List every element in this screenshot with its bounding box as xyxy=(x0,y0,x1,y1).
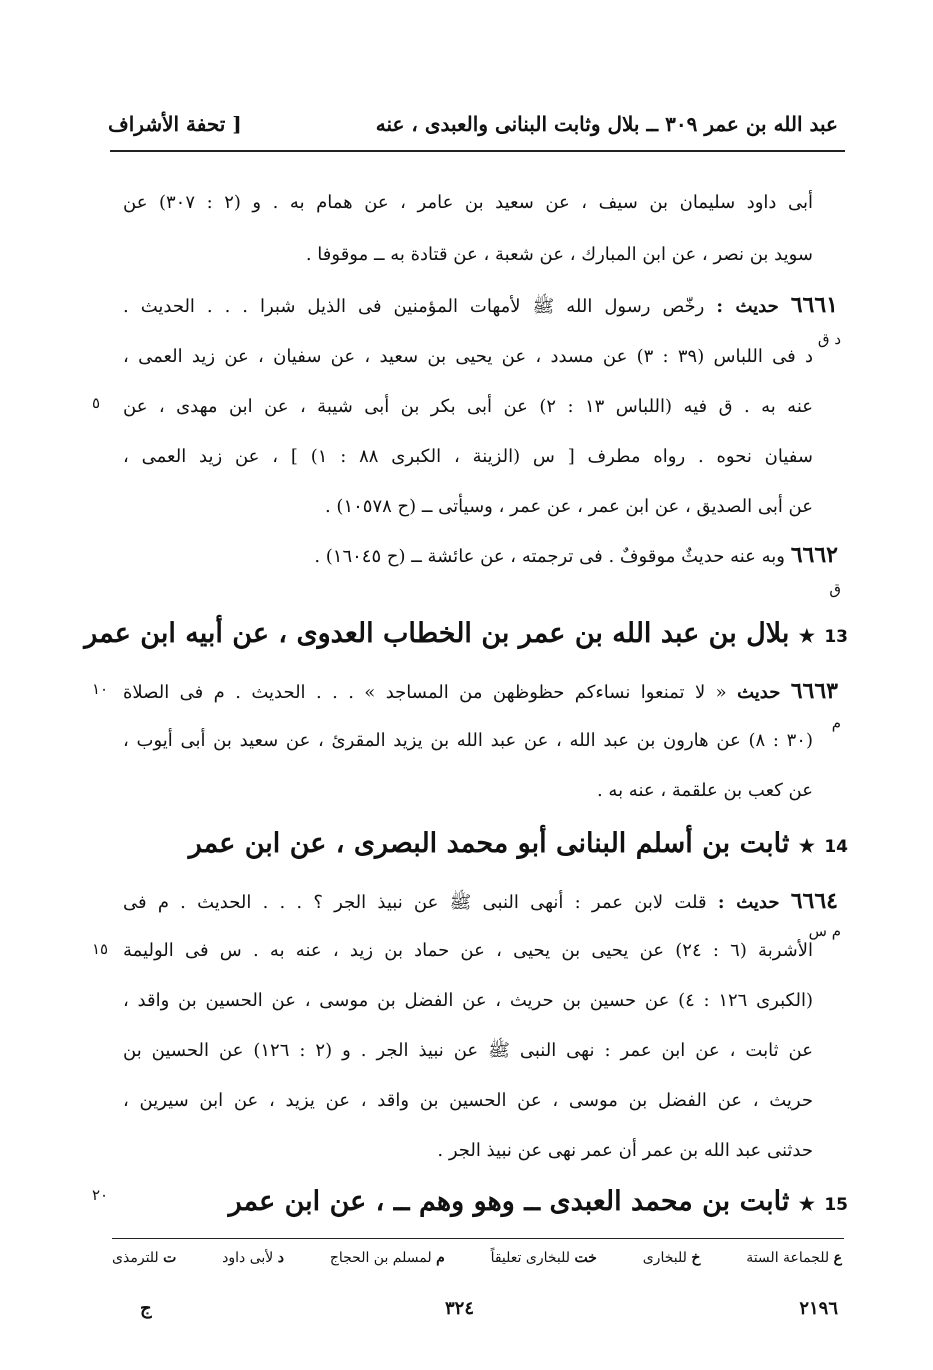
legend-item: ت للترمذى xyxy=(112,1250,177,1266)
text-line: حدثنى عبد الله بن عمر أن عمر نهى عن نبيذ الجر . xyxy=(437,1140,813,1161)
text-line: سفيان نحوه . رواه مطرف [ س (الزينة ، الكبرى ٨٨ : ١) ] ، عن زيد العمى ، xyxy=(123,446,813,467)
star-icon: ★ xyxy=(798,1194,815,1215)
text-line: عنه به . ق فيه (اللباس ١٣ : ٢) عن أبى بكر بن أبى شيبة ، عن ابن مهدى ، عن xyxy=(123,396,813,417)
entry-6661-sigla: د ق xyxy=(817,330,841,348)
text-line: أبى داود سليمان بن سيف ، عن سعيد بن عامر ، عن همام به . و (٢ : ٣٠٧) عن xyxy=(123,192,813,213)
entry-text: رخّص رسول الله ﷺ لأمهات المؤمنين فى الذيل شبرا . . . الحديث . xyxy=(123,296,705,317)
text-line: عن ثابت ، عن ابن عمر : نهى النبى ﷺ عن نبيذ الجر . و (٢ : ١٢٦) عن الحسين بن xyxy=(123,1040,813,1061)
legend-item: خ للبخارى xyxy=(642,1250,701,1266)
text-line: عن كعب بن علقمة ، عنه به . xyxy=(596,780,813,801)
legend-item: ع للجماعة الستة xyxy=(746,1250,842,1266)
running-header xyxy=(108,108,838,144)
entry-text: « لا تمنعوا نساءكم حظوظهن من المساجد » . . . الحديث . م فى الصلاة xyxy=(123,682,727,703)
entry-6664-sigla: م س xyxy=(808,922,841,940)
entry-6663-sigla: م xyxy=(831,714,841,732)
entry-6663-heading xyxy=(123,676,838,708)
star-icon: ★ xyxy=(798,626,815,647)
header-series: [ تحفة الأشراف xyxy=(108,112,242,136)
volume-letter: ج xyxy=(140,1298,152,1319)
entry-number: ٦٦٦٣ xyxy=(790,678,838,704)
section-14-heading xyxy=(118,824,848,867)
header-title: عبد الله بن عمر ٣٠٩ ــ بلال وثابت البنانى والعبدى ، عنه xyxy=(375,112,838,136)
line-number-marker: ١٥ xyxy=(92,940,109,958)
line-number-marker: ٥ xyxy=(92,394,101,412)
text-line: حريث ، عن الفضل بن موسى ، عن الحسين بن واقد ، عن يزيد ، عن ابن سيرين ، xyxy=(123,1090,813,1111)
entry-6661-heading xyxy=(123,290,838,322)
line-number-marker: ١٠ xyxy=(92,680,109,698)
entry-6662-heading xyxy=(123,540,838,572)
entry-6664-heading xyxy=(123,886,838,918)
section-title: ثابت بن أسلم البنانى أبو محمد البصرى ، عن ابن عمر xyxy=(188,828,790,859)
section-13-heading xyxy=(84,614,848,657)
star-icon: ★ xyxy=(798,836,815,857)
text-line: عن أبى الصديق ، عن ابن عمر ، عن عمر ، وسيأتى ــ (ح ١٠٥٧٨) . xyxy=(324,496,813,517)
legend-item: خت للبخارى تعليقاً xyxy=(490,1250,597,1266)
section-number: 13 xyxy=(824,627,848,647)
entry-number: ٦٦٦٢ xyxy=(790,542,838,568)
entry-keyword: حديث : xyxy=(717,892,780,913)
section-number: 14 xyxy=(824,837,848,857)
entry-keyword: حديث xyxy=(737,682,781,703)
page-number: ٣٢٤ xyxy=(445,1298,475,1319)
entry-text: قلت لابن عمر : أنهى النبى ﷺ عن نبيذ الجر ؟ . . . الحديث . م فى xyxy=(123,892,707,913)
section-15-heading xyxy=(188,1182,848,1225)
entry-text: وبه عنه حديثٌ موقوفٌ . فى ترجمته ، عن عائشة ــ (ح ١٦٠٤٥) . xyxy=(314,546,785,567)
section-number: 15 xyxy=(824,1195,848,1215)
footnote-rule xyxy=(112,1238,844,1239)
serial-number: ٢١٩٦ xyxy=(799,1298,838,1319)
sigla-legend xyxy=(112,1250,842,1266)
text-line: (الكبرى ١٢٦ : ٤) عن حسين بن حريث ، عن الفضل بن موسى ، عن الحسين بن واقد ، xyxy=(123,990,813,1011)
entry-keyword: حديث : xyxy=(716,296,779,317)
legend-item: م لمسلم بن الحجاج xyxy=(329,1250,445,1266)
entry-number: ٦٦٦٤ xyxy=(790,888,838,914)
text-line: (٣٠ : ٨) عن هارون بن عبد الله ، عن عبد الله بن يزيد المقرئ ، عن سعيد بن أبى أيوب ، xyxy=(123,730,813,751)
section-title: ثابت بن محمد العبدى ــ وهو وهم ــ ، عن ابن عمر xyxy=(228,1186,790,1217)
text-line: سويد بن نصر ، عن ابن المبارك ، عن شعبة ، عن قتادة به ــ موقوفا . xyxy=(305,244,813,265)
text-line: د فى اللباس (٣٩ : ٣) عن مسدد ، عن يحيى بن سعيد ، عن سفيان ، عن زيد العمى ، xyxy=(123,346,813,367)
section-title: بلال بن عبد الله بن عمر بن الخطاب العدوى ، عن أبيه ابن عمر xyxy=(84,618,790,649)
entry-number: ٦٦٦١ xyxy=(790,292,838,318)
entry-6662-sigla: ق xyxy=(829,580,841,598)
line-number-marker: ٢٠ xyxy=(92,1186,109,1204)
header-rule xyxy=(110,150,845,152)
legend-item: د لأبى داود xyxy=(222,1250,284,1266)
text-line: الأشربة (٦ : ٢٤) عن يحيى بن يحيى ، عن حماد بن زيد ، عنه به . س فى الوليمة xyxy=(123,940,813,961)
